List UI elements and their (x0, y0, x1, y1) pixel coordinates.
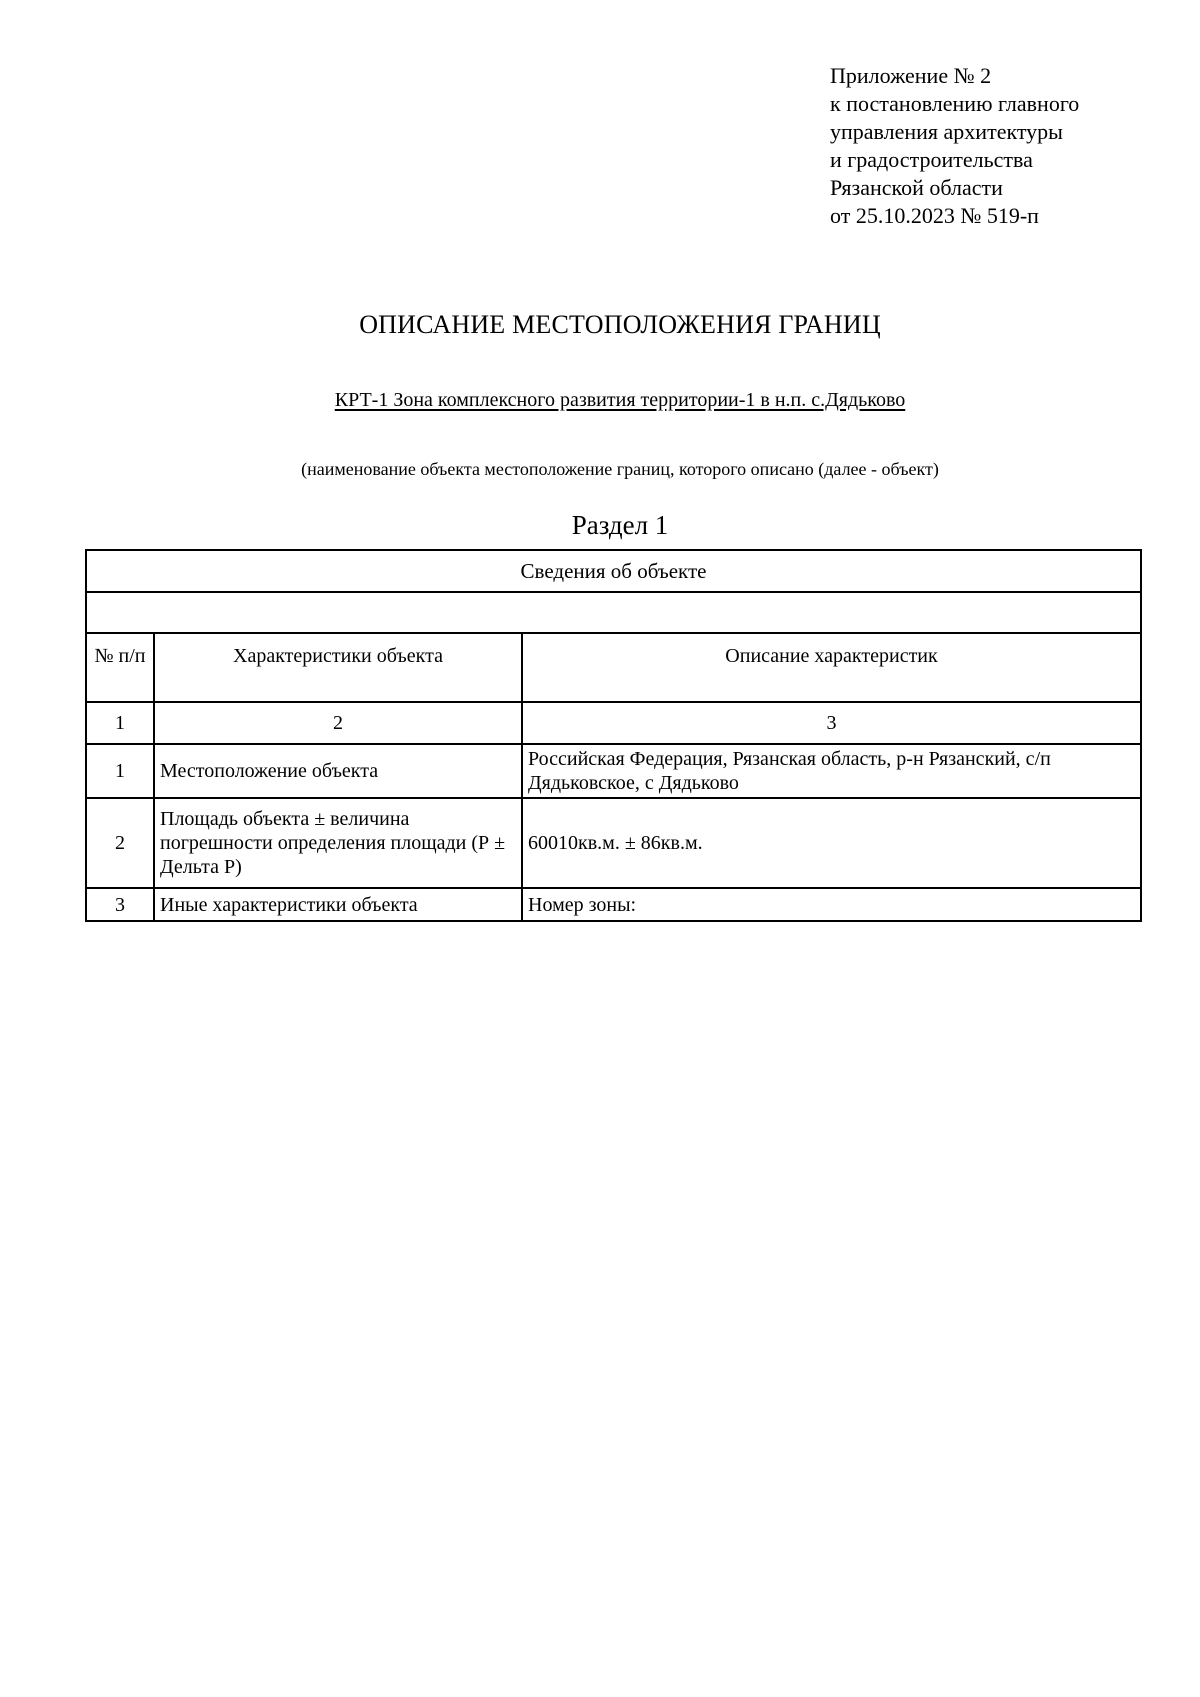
table-row (86, 888, 1141, 921)
table-header-row (86, 633, 1141, 702)
row-characteristic: Местоположение объекта (154, 744, 522, 798)
row-number: 3 (86, 888, 154, 921)
header-characteristic: Характеристики объекта (154, 633, 522, 702)
table-caption: Сведения об объекте (86, 550, 1141, 592)
column-number: 3 (522, 702, 1141, 744)
row-description: Номер зоны: (522, 888, 1141, 921)
section-title: Раздел 1 (571, 510, 669, 540)
row-description: Российская Федерация, Рязанская область, р-н Рязанский, с/п Дядьковское, с Дядьково (522, 744, 1141, 798)
header-number: № п/п (86, 633, 154, 702)
header-description: Описание характеристик (522, 633, 1141, 702)
row-number: 2 (86, 798, 154, 888)
appendix-line: к постановлению главного (830, 91, 1080, 116)
row-description: 60010кв.м. ± 86кв.м. (522, 798, 1141, 888)
table-column-numbers-row (86, 702, 1141, 744)
column-number: 1 (86, 702, 154, 744)
appendix-line: от 25.10.2023 № 519-п (830, 203, 1039, 228)
column-number: 2 (154, 702, 522, 744)
document-title: ОПИСАНИЕ МЕСТОПОЛОЖЕНИЯ ГРАНИЦ (359, 310, 881, 339)
object-name: КРТ-1 Зона комплексного развития территории-1 в н.п. с.Дядьково (334, 389, 906, 411)
object-caption: (наименование объекта местоположение границ, которого описано (далее - объект) (301, 459, 939, 479)
appendix-line: Приложение № 2 (830, 63, 992, 88)
row-number: 1 (86, 744, 154, 798)
table-row (86, 798, 1141, 888)
table-empty-cell (86, 592, 1141, 633)
appendix-line: и градостроительства (830, 147, 1033, 172)
table-row (86, 744, 1141, 798)
appendix-line: Рязанской области (830, 175, 1003, 200)
table-empty-row (86, 592, 1141, 633)
appendix-block (830, 62, 1079, 230)
appendix-line: управления архитектуры (830, 119, 1063, 144)
object-info-table (85, 549, 1142, 922)
row-characteristic: Иные характеристики объекта (154, 888, 522, 921)
row-characteristic: Площадь объекта ± величина погрешности определения площади (Р ± Дельта Р) (154, 798, 522, 888)
object-name-block (0, 389, 1200, 412)
table-caption-row (86, 550, 1141, 592)
